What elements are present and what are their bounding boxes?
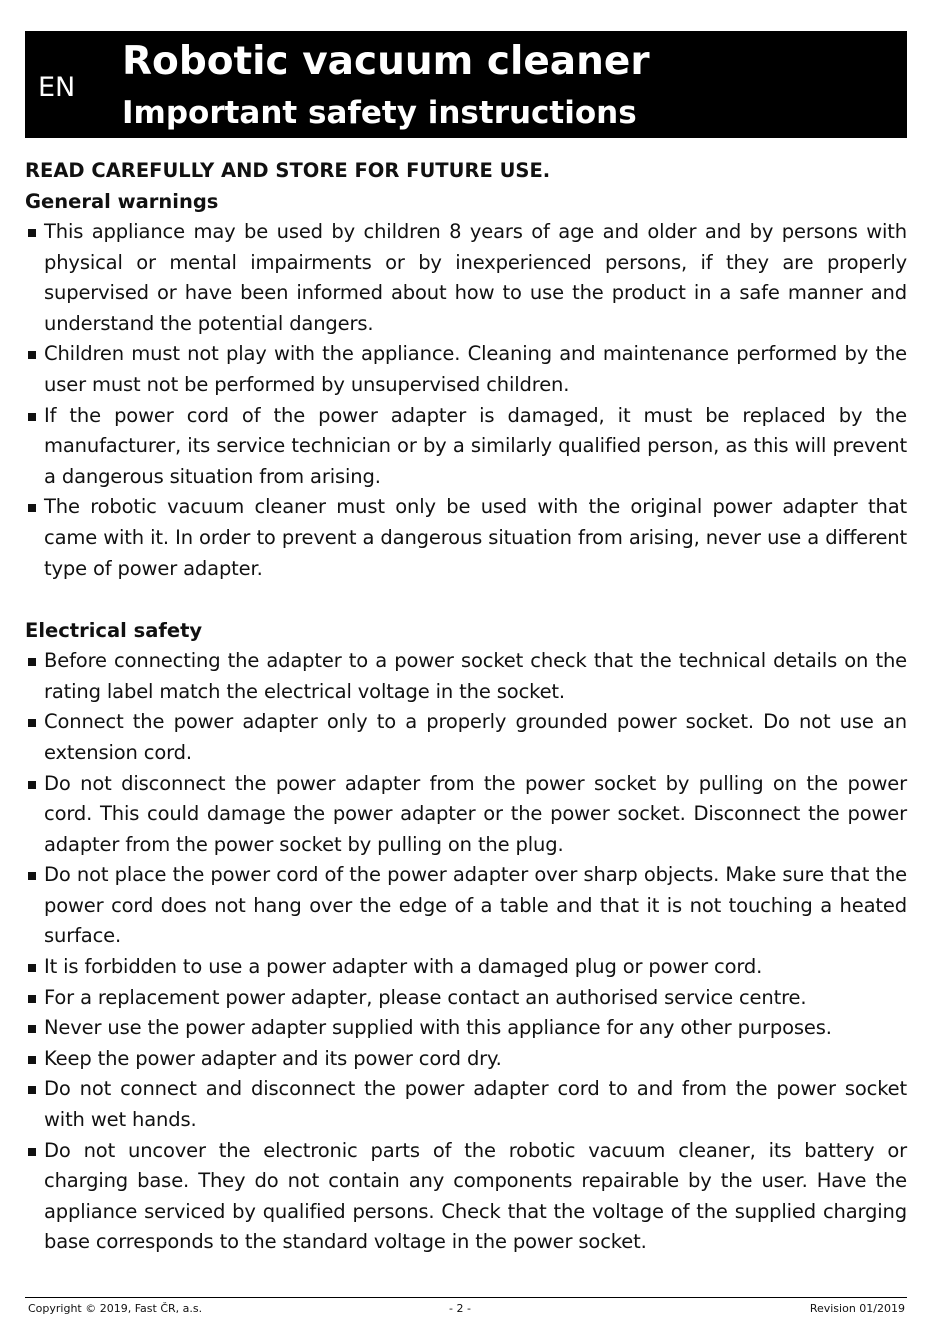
bullet-icon (28, 781, 36, 789)
page-number: - 2 - (449, 1302, 471, 1315)
bullet-icon (28, 229, 36, 237)
document-subtitle: Important safety instructions (122, 95, 637, 131)
bullet-icon (28, 658, 36, 666)
list-item (25, 860, 907, 952)
language-code: EN (38, 72, 76, 103)
bullet-icon (28, 1025, 36, 1033)
bullet-icon (28, 504, 36, 512)
bullet-icon (28, 964, 36, 972)
read-carefully-notice: READ CAREFULLY AND STORE FOR FUTURE USE. (25, 159, 551, 182)
list-item-text: Before connecting the adapter to a power socket check that the technical details on the rating label match the electrical voltage in the socket. (44, 649, 907, 703)
list-item (25, 707, 907, 768)
section-heading-electrical-safety: Electrical safety (25, 619, 203, 643)
bullet-icon (28, 1056, 36, 1064)
list-item-text: It is forbidden to use a power adapter with a damaged plug or power cord. (44, 955, 763, 979)
list-item-text: Keep the power adapter and its power cord dry. (44, 1046, 502, 1070)
list-item-text: The robotic vacuum cleaner must only be used with the original power adapter that came with it. In order to prevent a dangerous situation from arising, never use a different type of power adapter. (44, 495, 907, 580)
list-item (25, 1044, 907, 1075)
list-item (25, 492, 907, 584)
revision-label: Revision 01/2019 (809, 1302, 905, 1315)
section-heading-general-warnings: General warnings (25, 190, 219, 213)
document-header (25, 31, 907, 138)
list-item-text: This appliance may be used by children 8 years of age and older and by persons with physical or mental impairments or by inexperienced persons, if they are properly supervised or have been informed about how to use the product in a safe manner and understand the potential dangers. (44, 220, 907, 335)
electrical-safety-list (25, 646, 907, 1258)
list-item-text: Children must not play with the appliance. Cleaning and maintenance performed by the user must not be performed by unsupervised children. (44, 342, 907, 396)
list-item-text: Never use the power adapter supplied with this appliance for any other purposes. (44, 1016, 832, 1040)
list-item-text: Connect the power adapter only to a properly grounded power socket. Do not use an extension cord. (44, 710, 907, 764)
list-item-text: If the power cord of the power adapter is damaged, it must be replaced by the manufacturer, its service technician or by a similarly qualified person, as this will prevent a dangerous situation from arising. (44, 403, 907, 488)
list-item (25, 769, 907, 861)
bullet-icon (28, 872, 36, 880)
bullet-icon (28, 413, 36, 421)
footer-divider (25, 1297, 907, 1298)
list-item-text: Do not uncover the electronic parts of the robotic vacuum cleaner, its battery or charging base. They do not contain any components repairable by the user. Have the appliance serviced by qualified persons. Check that the voltage of the supplied charging base corresponds to the standard voltage in the power socket. (44, 1138, 907, 1254)
list-item (25, 339, 907, 400)
general-warnings-list (25, 217, 907, 584)
bullet-icon (28, 719, 36, 727)
list-item (25, 952, 907, 983)
list-item (25, 1074, 907, 1135)
document-title: Robotic vacuum cleaner (122, 39, 650, 84)
list-item (25, 401, 907, 493)
bullet-icon (28, 351, 36, 359)
bullet-icon (28, 1086, 36, 1094)
list-item-text: Do not disconnect the power adapter from the power socket by pulling on the power cord. This could damage the power adapter or the power socket. Disconnect the power adapter from the power socket by pulling on the plug. (44, 771, 907, 856)
list-item (25, 217, 907, 339)
bullet-icon (28, 1148, 36, 1156)
list-item (25, 983, 907, 1014)
list-item (25, 1136, 907, 1258)
document-body (25, 155, 907, 1258)
list-item (25, 1013, 907, 1044)
copyright-notice: Copyright © 2019, Fast ČR, a.s. (28, 1302, 203, 1315)
list-item-text: Do not connect and disconnect the power adapter cord to and from the power socket with wet hands. (44, 1077, 907, 1132)
list-item-text: For a replacement power adapter, please contact an authorised service centre. (44, 985, 807, 1009)
list-item (25, 646, 907, 707)
bullet-icon (28, 995, 36, 1003)
list-item-text: Do not place the power cord of the power adapter over sharp objects. Make sure that the power cord does not hang over the edge of a table and that it is not touching a heated surface. (44, 863, 907, 948)
page-footer (25, 1300, 907, 1318)
